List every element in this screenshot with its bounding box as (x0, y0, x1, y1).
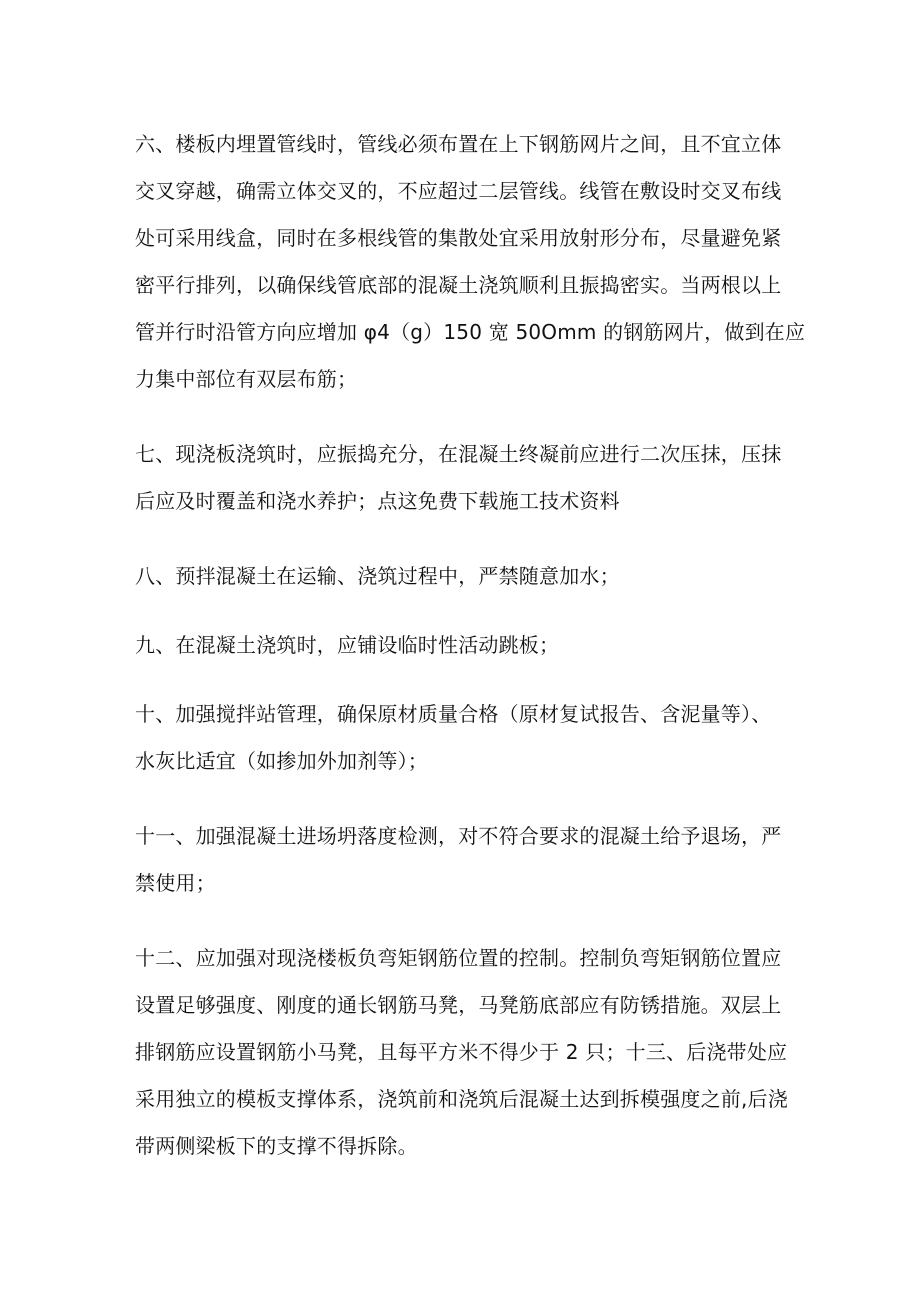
paragraph-7-line-2: 后应及时覆盖和浇水养护；点这免费下载施工技术资料 (135, 489, 620, 513)
paragraph-12-line-5: 带两侧梁板下的支撑不得拆除。 (135, 1134, 418, 1158)
paragraph-6-line-1: 六、楼板内埋置管线时，管线必须布置在上下钢筋网片之间，且不宜立体 (135, 132, 782, 156)
paragraph-6-line-6: 力集中部位有双层布筋； (135, 367, 358, 391)
paragraph-6-line-3: 处可采用线盒，同时在多根线管的集散处宜采用放射形分布，尽量避免紧 (135, 226, 782, 250)
paragraph-12-line-3: 排钢筋应设置钢筋小马凳，且每平方米不得少于 2 只；十三、后浇带处应 (135, 1040, 788, 1064)
paragraph-10-line-1: 十、加强搅拌站管理，确保原材质量合格（原材复试报告、含泥量等）、 (135, 702, 772, 726)
paragraph-6-line-4: 密平行排列，以确保线管底部的混凝土浇筑顺利且振捣密实。当两根以上 (135, 273, 782, 297)
paragraph-6-line-5: 管并行时沿管方向应增加 φ4（g）150 宽 50Omm 的钢筋网片，做到在应 (135, 320, 806, 344)
paragraph-11-line-1: 十一、加强混凝土进场坍落度检测，对不符合要求的混凝土给予退场，严 (135, 824, 782, 848)
paragraph-12-line-4: 采用独立的模板支撑体系，浇筑前和浇筑后混凝土达到拆模强度之前,后浇 (135, 1087, 788, 1111)
paragraph-12-line-2: 设置足够强度、刚度的通长钢筋马凳，马凳筋底部应有防锈措施。双层上 (135, 993, 782, 1017)
paragraph-9-line-1: 九、在混凝土浇筑时，应铺设临时性活动跳板； (135, 633, 560, 657)
paragraph-7-line-1: 七、现浇板浇筑时，应振捣充分，在混凝土终凝前应进行二次压抹，压抹 (135, 442, 782, 466)
paragraph-8-line-1: 八、预拌混凝土在运输、浇筑过程中，严禁随意加水； (135, 564, 620, 588)
paragraph-12-line-1: 十二、应加强对现浇楼板负弯矩钢筋位置的控制。控制负弯矩钢筋位置应 (135, 946, 782, 970)
paragraph-6-line-2: 交叉穿越，确需立体交叉的，不应超过二层管线。线管在敷设时交叉布线 (135, 179, 782, 203)
paragraph-11-line-2: 禁使用； (135, 871, 216, 895)
paragraph-10-line-2: 水灰比适宜（如掺加外加剂等）； (135, 749, 428, 773)
